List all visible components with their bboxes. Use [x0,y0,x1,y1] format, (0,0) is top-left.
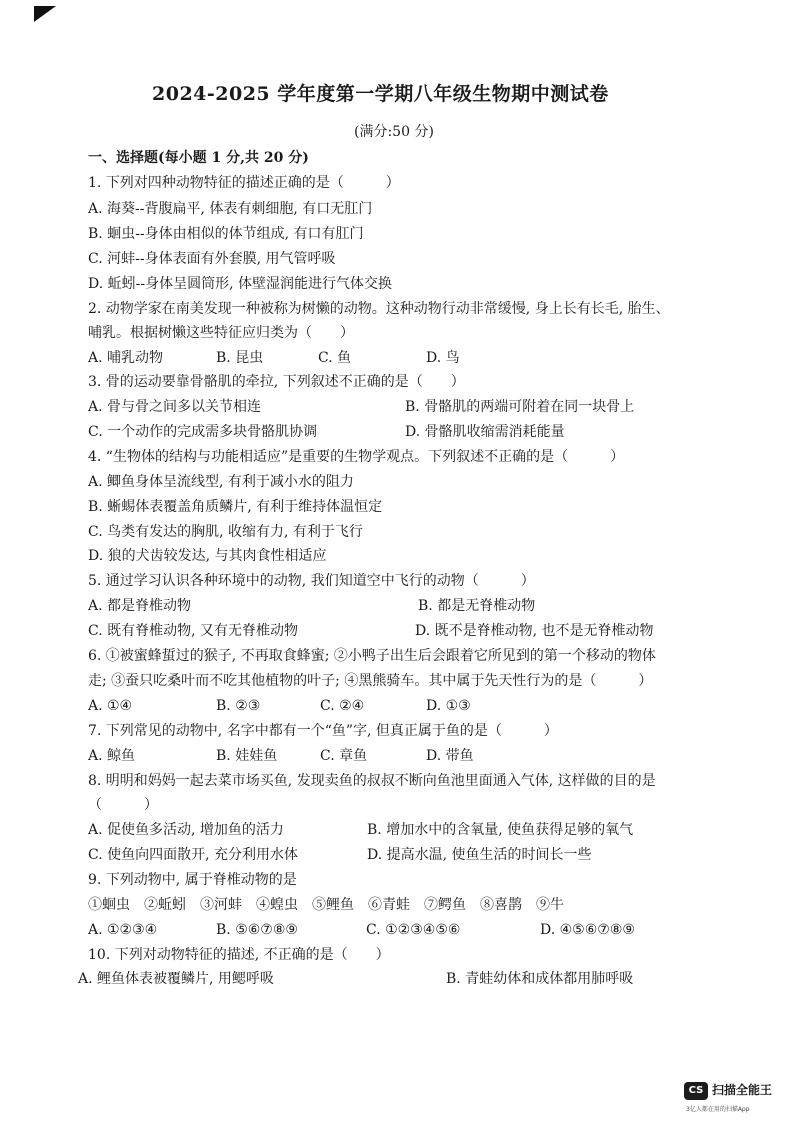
full-score: (满分:50 分) [354,124,434,140]
question-line: 5. 通过学习认识各种环境中的动物, 我们知道空中飞行的动物（ ） [88,573,535,589]
watermark-brand: 扫描全能王 [712,1083,773,1097]
question-line: C. 河蚌--身体表面有外套膜, 用气管呼吸 [88,251,336,267]
question-line: A. ①④ [88,698,133,714]
question-line: A. 鲤鱼体表被覆鳞片, 用鳃呼吸 [78,971,274,987]
question-line: A. 促使鱼多活动, 增加鱼的活力 [88,822,284,838]
scan-corner-mark [34,6,56,22]
section-heading: 一、选择题(每小题 1 分,共 20 分) [88,150,309,166]
question-line: 1. 下列对四种动物特征的描述正确的是（ ） [88,175,400,191]
question-line: B. ②③ [216,698,261,714]
question-line: B. 蜥蜴体表覆盖角质鳞片, 有利于维持体温恒定 [88,499,383,515]
question-line: B. 都是无脊椎动物 [418,598,536,614]
question-line: A. 都是脊椎动物 [88,598,192,614]
question-line: A. 哺乳动物 [88,350,164,366]
watermark-tagline: 3亿人都在用的扫描App [686,1106,750,1113]
question-line: B. 增加水中的含氧量, 使鱼获得足够的氧气 [367,822,634,838]
question-line: B. 青蛙幼体和成体都用肺呼吸 [446,971,634,987]
question-line: 8. 明明和妈妈一起去菜市场买鱼, 发现卖鱼的叔叔不断向鱼池里面通入气体, 这样做的目的是 [88,773,656,789]
question-line: C. 鱼 [318,350,352,366]
question-line: D. 鸟 [426,350,460,366]
question-line: A. 鲸鱼 [88,748,136,764]
question-line: B. 昆虫 [216,350,264,366]
question-line: A. 鲫鱼身体呈流线型, 有利于减小水的阻力 [88,474,354,490]
question-line: B. ⑤⑥⑦⑧⑨ [216,922,298,938]
question-line: A. 海葵--背腹扁平, 体表有刺细胞, 有口无肛门 [88,201,373,217]
question-line: D. 狼的犬齿较发达, 与其肉食性相适应 [88,548,327,564]
question-line: D. 骨骼肌收缩需消耗能量 [405,424,565,440]
question-line: C. 既有脊椎动物, 又有无脊椎动物 [88,623,299,639]
question-line: D. 既不是脊椎动物, 也不是无脊椎动物 [415,623,654,639]
question-line: D. ④⑤⑥⑦⑧⑨ [540,922,635,938]
question-line: C. ①②③④⑤⑥ [366,922,461,938]
question-line: D. ①③ [426,698,471,714]
question-line: 9. 下列动物中, 属于脊椎动物的是 [88,872,297,888]
question-line: C. 章鱼 [320,748,368,764]
exam-title: 2024-2025 学年度第一学期八年级生物期中测试卷 [152,83,609,105]
question-line: 7. 下列常见的动物中, 名字中都有一个“鱼”字, 但真正属于鱼的是（ ） [88,723,558,739]
question-line: C. 鸟类有发达的胸肌, 收缩有力, 有利于飞行 [88,524,363,540]
question-line: 10. 下列对动物特征的描述, 不正确的是（ ） [88,947,390,963]
question-line: 6. ①被蜜蜂蜇过的猴子, 不再取食蜂蜜; ②小鸭子出生后会跟着它所见到的第一个移动的物体 [88,648,656,664]
question-line: 4. “生物体的结构与功能相适应”是重要的生物学观点。下列叙述不正确的是（ ） [88,449,625,465]
question-line: C. ②④ [320,698,365,714]
question-line: B. 娃娃鱼 [216,748,278,764]
question-line: 3. 骨的运动要靠骨骼肌的牵拉, 下列叙述不正确的是（ ） [88,374,465,390]
question-line: A. ①②③④ [88,922,158,938]
camscanner-logo-icon: CS [684,1082,708,1100]
question-line: C. 一个动作的完成需多块骨骼肌协调 [88,424,318,440]
question-line: 2. 动物学家在南美发现一种被称为树懒的动物。这种动物行动非常缓慢, 身上长有长毛, 胎生、 [88,301,670,317]
question-line: ①蛔虫 ②蚯蚓 ③河蚌 ④蝗虫 ⑤鲤鱼 ⑥青蛙 ⑦鳄鱼 ⑧喜鹊 ⑨牛 [88,897,564,913]
question-line: B. 蛔虫--身体由相似的体节组成, 有口有肛门 [88,226,364,242]
question-line: 哺乳。根据树懒这些特征应归类为（ ） [88,325,354,341]
question-line: B. 骨骼肌的两端可附着在同一块骨上 [405,399,635,415]
question-line: （ ） [88,797,158,813]
question-line: C. 使鱼向四面散开, 充分利用水体 [88,847,299,863]
question-line: D. 提高水温, 使鱼生活的时间长一些 [367,847,592,863]
question-line: 走; ③蚕只吃桑叶而不吃其他植物的叶子; ④黑熊骑车。其中属于先天性行为的是（ ） [88,673,653,689]
question-line: D. 带鱼 [426,748,474,764]
question-line: D. 蚯蚓--身体呈圆筒形, 体壁湿润能进行气体交换 [88,276,392,292]
question-line: A. 骨与骨之间多以关节相连 [88,399,262,415]
